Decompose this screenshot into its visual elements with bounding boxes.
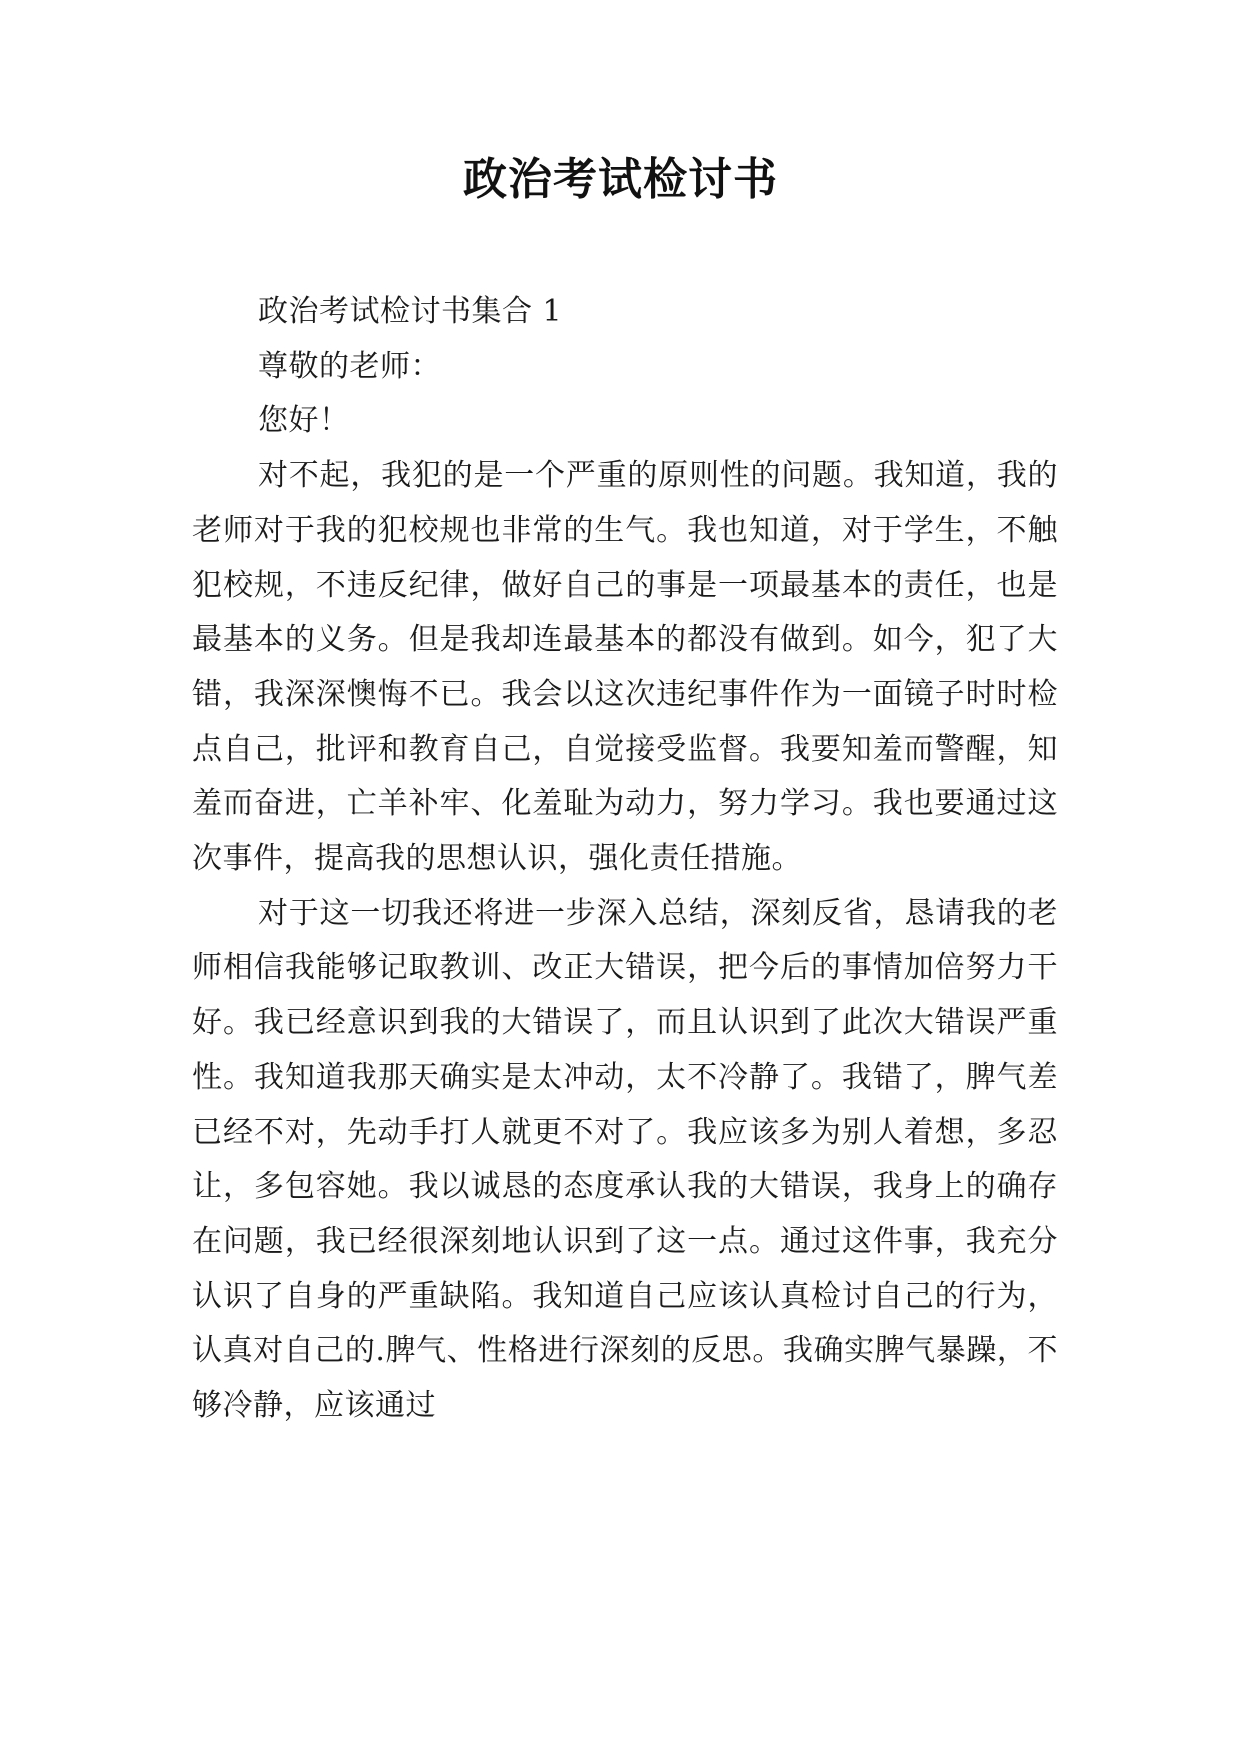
paragraph-body-2: 对于这一切我还将进一步深入总结，深刻反省，恳请我的老师相信我能够记取教训、改正大错误，把今后的事情加倍努力干好。我已经意识到我的大错误了，而且认识到了此次大错误严重性。我知道我那天确实是太冲动，太不冷静了。我错了，脾气差已经不对，先动手打人就更不对了。我应该多为别人着想，多忍让，多包容她。我以诚恳的态度承认我的大错误，我身上的确存在问题，我已经很深刻地认识到了这一点。通过这件事，我充分认识了自身的严重缺陷。我知道自己应该认真检讨自己的行为，认真对自己的.脾气、性格进行深刻的反思。我确实脾气暴躁，不够冷静，应该通过 bbox=[192, 895, 1058, 1424]
paragraph-salutation: 尊敬的老师： bbox=[258, 348, 441, 384]
document-title: 政治考试检讨书 bbox=[463, 154, 778, 205]
document-body bbox=[192, 285, 1058, 1434]
paragraph-greeting: 您好！ bbox=[258, 403, 350, 439]
paragraph-body-1: 对不起，我犯的是一个严重的原则性的问题。我知道，我的老师对于我的犯校规也非常的生气。我也知道，对于学生，不触犯校规，不违反纪律，做好自己的事是一项最基本的责任，也是最基本的义务。但是我却连最基本的都没有做到。如今，犯了大错，我深深懊悔不已。我会以这次违纪事件作为一面镜子时时检点自己，批评和教育自己，自觉接受监督。我要知羞而警醒，知羞而奋进，亡羊补牢、化羞耻为动力，努力学习。我也要通过这次事件，提高我的思想认识，强化责任措施。 bbox=[192, 458, 1058, 877]
paragraph-heading: 政治考试检讨书集合 1 bbox=[258, 294, 563, 329]
